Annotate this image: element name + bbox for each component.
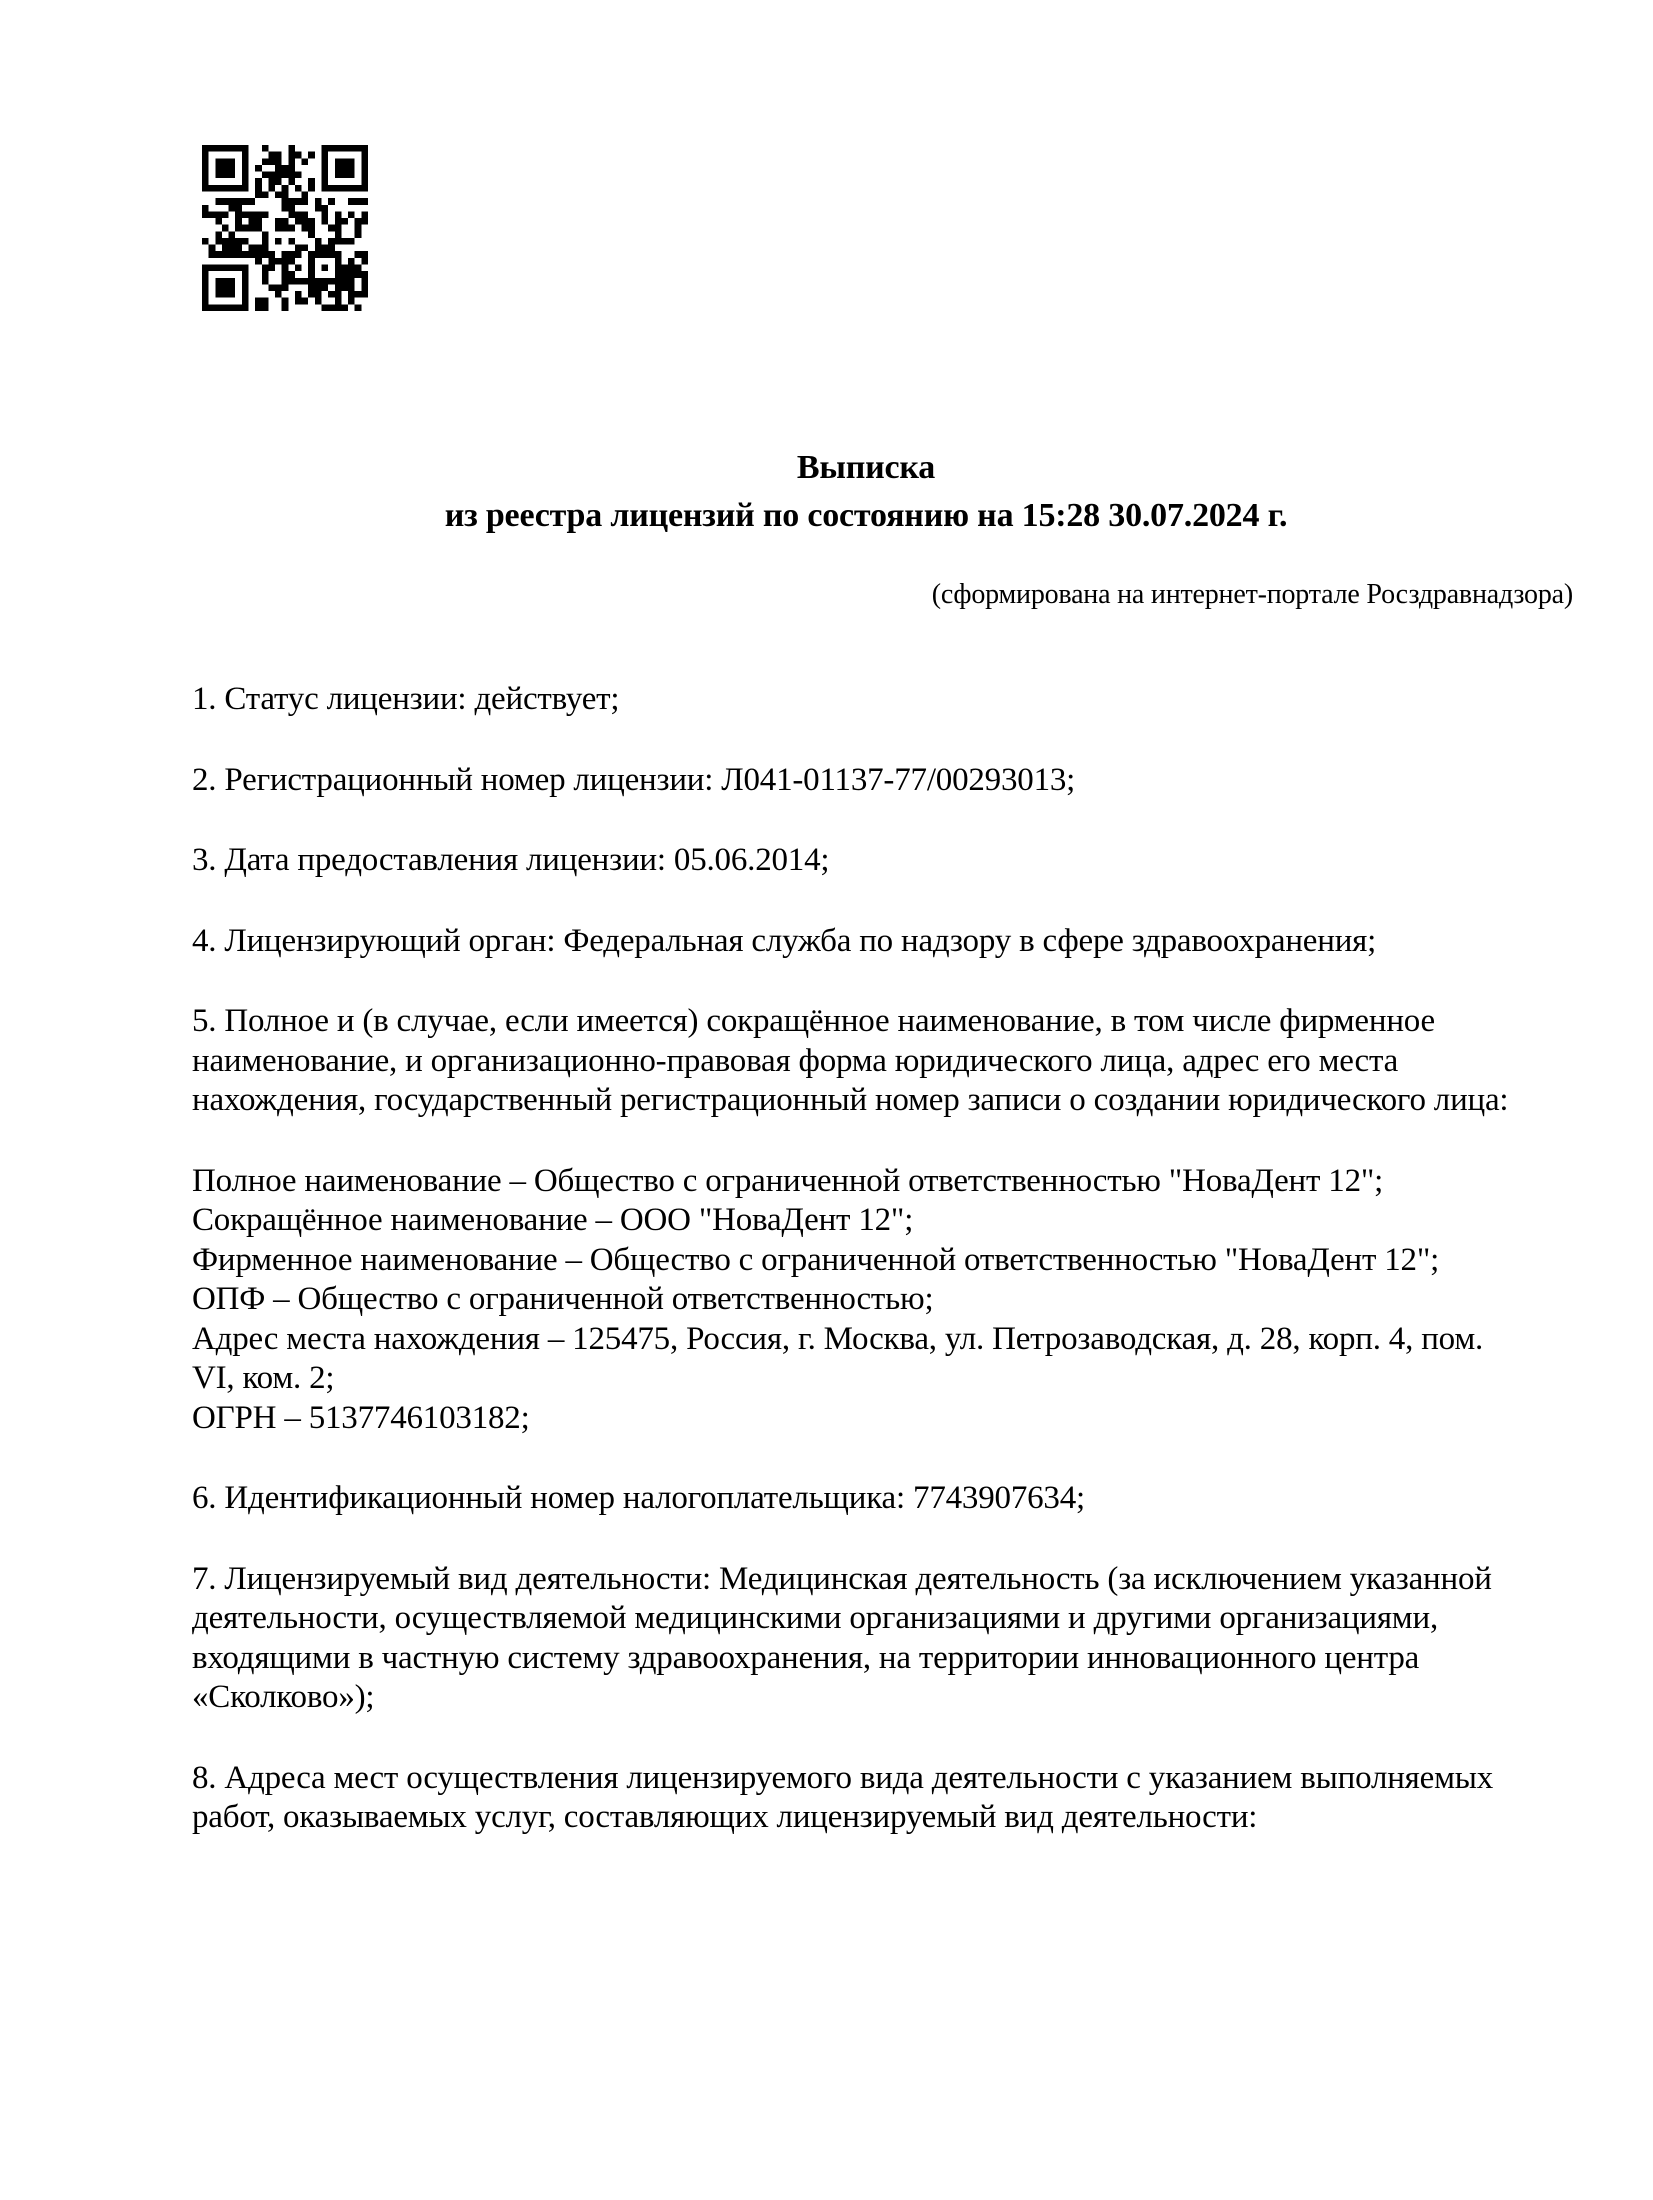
paragraph-licensed-activity <box>192 1560 1554 1718</box>
text-line: Адрес места нахождения – 125475, Россия, г. Москва, ул. Петрозаводская, д. 28, корп. 4, пом. <box>192 1320 1484 1357</box>
paragraph-item-5-names-heading <box>192 1002 1554 1121</box>
paragraph-status <box>192 680 1554 720</box>
text-line: 2. Регистрационный номер лицензии: Л041-01137-77/00293013; <box>192 761 1076 798</box>
document-title-line1: Выписка <box>796 449 936 486</box>
paragraph-organization-details <box>192 1162 1554 1439</box>
text-line: 3. Дата предоставления лицензии: 05.06.2014; <box>192 842 830 878</box>
paragraph-inn <box>192 1479 1554 1519</box>
text-line: входящими в частную систему здравоохранения, на территории инновационного центра <box>192 1639 1420 1676</box>
text-line: Сокращённое наименование – ООО "НоваДент 12"; <box>192 1202 914 1238</box>
text-line: 8. Адреса мест осуществления лицензируемого вида деятельности с указанием выполняемых <box>192 1759 1494 1796</box>
text-line: Фирменное наименование – Общество с ограниченной ответственностью "НоваДент 12"; <box>192 1241 1440 1278</box>
text-line: работ, оказываемых услуг, составляющих лицензируемый вид деятельности: <box>192 1799 1258 1835</box>
paragraph-activity-addresses-heading <box>192 1759 1554 1838</box>
text-line: наименование, и организационно-правовая форма юридического лица, адрес его места <box>192 1042 1399 1079</box>
qr-code <box>202 145 368 311</box>
paragraph-registration-number <box>192 761 1554 801</box>
text-line: деятельности, осуществляемой медицинскими организациями и другими организациями, <box>192 1600 1438 1636</box>
text-line: ОГРН – 5137746103182; <box>192 1399 530 1436</box>
document-subtitle: (сформирована на интернет-портале Росздравнадзора) <box>931 579 1573 610</box>
document-title-line2: из реестра лицензий по состоянию на 15:28 30.07.2024 г. <box>444 497 1288 534</box>
text-line: VI, ком. 2; <box>192 1360 335 1396</box>
text-line: ОПФ – Общество с ограниченной ответственностью; <box>192 1281 934 1317</box>
paragraph-licensing-authority <box>192 922 1554 962</box>
text-line: 4. Лицензирующий орган: Федеральная служба по надзору в сфере здравоохранения; <box>192 922 1377 959</box>
text-line: 1. Статус лицензии: действует; <box>192 681 620 717</box>
document-title <box>192 444 1540 540</box>
text-line: 6. Идентификационный номер налогоплательщика: 7743907634; <box>192 1480 1085 1516</box>
text-line: нахождения, государственный регистрационный номер записи о создании юридического лица: <box>192 1082 1509 1118</box>
text-line: 5. Полное и (в случае, если имеется) сокращённое наименование, в том числе фирменное <box>192 1003 1435 1039</box>
text-line: 7. Лицензируемый вид деятельности: Медицинская деятельность (за исключением указанной <box>192 1560 1492 1597</box>
text-line: Полное наименование – Общество с ограниченной ответственностью "НоваДент 12"; <box>192 1162 1384 1199</box>
document-body <box>192 680 1554 1838</box>
text-line: «Сколково»); <box>192 1679 375 1715</box>
paragraph-license-date <box>192 841 1554 881</box>
